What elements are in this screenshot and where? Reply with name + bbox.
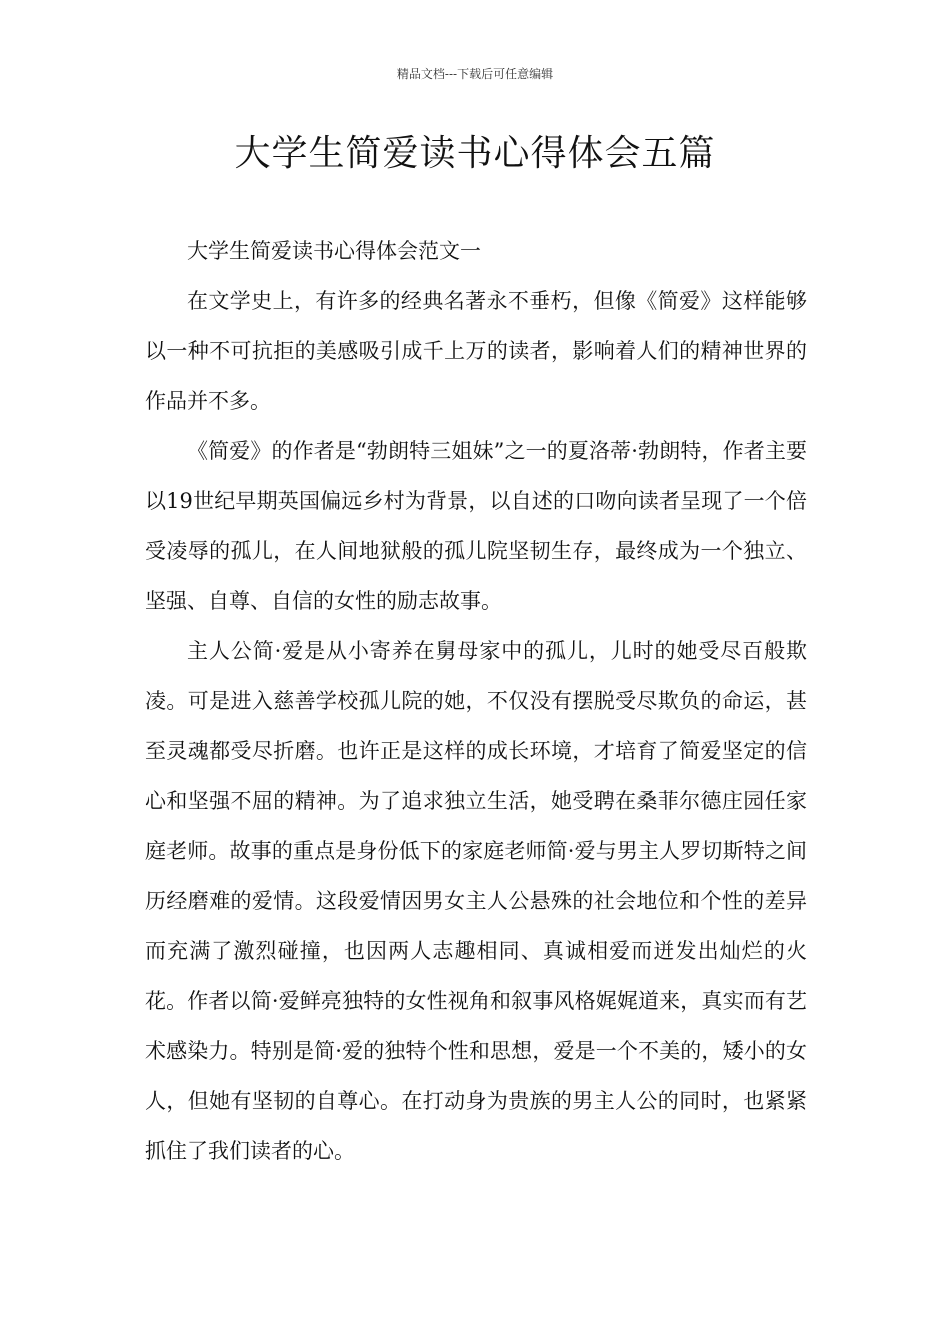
header-note: 精品文档---下载后可任意编辑 [396, 67, 554, 81]
paragraph-2: 《简爱》的作者是“勃朗特三姐妹”之一的夏洛蒂·勃朗特，作者主要以19世纪早期英国偏远乡村为背景，以自述的口吻向读者呈现了一个倍受凌辱的孤儿，在人间地狱般的孤儿院坚韧生存，最终成为一个独立、坚强、自尊、自信的女性的励志故事。 [145, 439, 807, 613]
paragraph-3: 主人公简·爱是从小寄养在舅母家中的孤儿，儿时的她受尽百般欺凌。可是进入慈善学校孤儿院的她，不仅没有摆脱受尽欺负的命运，甚至灵魂都受尽折磨。也许正是这样的成长环境，才培育了简爱坚定的信心和坚强不屈的精神。为了追求独立生活，她受聘在桑菲尔德庄园任家庭老师。故事的重点是身份低下的家庭老师简·爱与男主人罗切斯特之间历经磨难的爱情。这段爱情因男女主人公悬殊的社会地位和个性的差异而充满了激烈碰撞，也因两人志趣相同、真诚相爱而迸发出灿烂的火花。作者以简·爱鲜亮独特的女性视角和叙事风格娓娓道来，真实而有艺术感染力。特别是简·爱的独特个性和思想，爱是一个不美的，矮小的女人，但她有坚韧的自尊心。在打动身为贵族的男主人公的同时，也紧紧抓住了我们读者的心。 [145, 639, 807, 1163]
paragraph-1: 在文学史上，有许多的经典名著永不垂朽，但像《简爱》这样能够以一种不可抗拒的美感吸引成千上万的读者，影响着人们的精神世界的作品并不多。 [145, 289, 807, 413]
document-title: 大学生简爱读书心得体会五篇 [234, 133, 716, 174]
section-subtitle: 大学生简爱读书心得体会范文一 [187, 239, 481, 263]
document-body [145, 226, 807, 1176]
